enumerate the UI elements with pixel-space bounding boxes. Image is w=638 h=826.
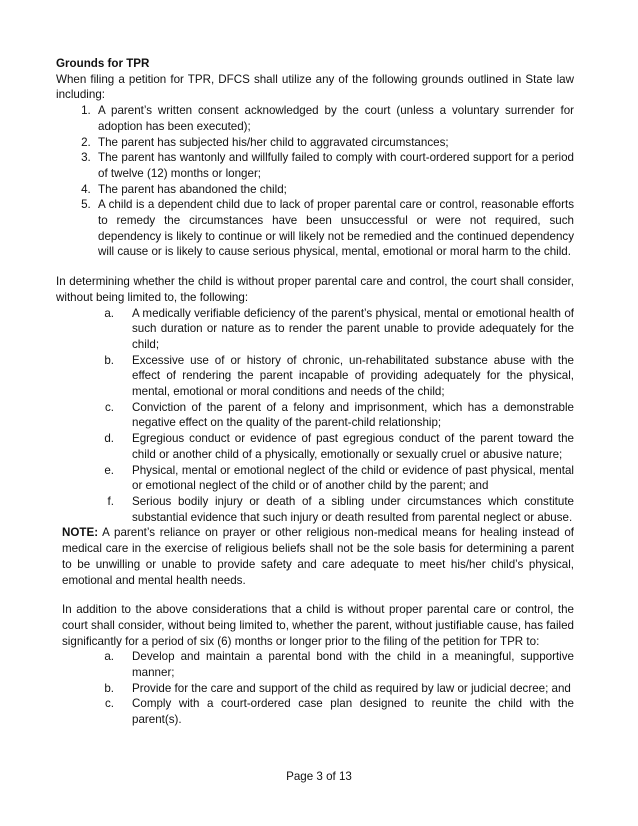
list-marker: b. xyxy=(104,681,114,695)
care-factor-item xyxy=(56,353,574,400)
additional-intro-paragraph: In addition to the above considerations that a child is without proper parental care or control, the court shall consider, without being limited to, whether the parent, without justifiable cause, has failed significantly for a period of six (6) months or longer prior to the filing of the petition for TPR to: xyxy=(62,603,574,648)
list-text: Physical, mental or emotional neglect of the child or evidence of past physical, mental or emotional neglect of the child or of another child by the parent; and xyxy=(132,463,574,493)
list-text: A medically verifiable deficiency of the parent’s physical, mental or emotional health of such duration or nature as to render the parent unable to provide adequately for the child; xyxy=(132,306,574,351)
intro-paragraph: When filing a petition for TPR, DFCS shall utilize any of the following grounds outlined in State law including: xyxy=(56,72,574,102)
list-marker: d. xyxy=(104,432,114,446)
ground-item: 4. The parent has abandoned the child; xyxy=(94,182,574,198)
list-marker: a. xyxy=(104,650,114,664)
additional-factors-list xyxy=(56,649,574,728)
list-text: Comply with a court-ordered case plan designed to reunite the child with the parent(s). xyxy=(132,697,574,727)
list-marker: b. xyxy=(104,353,114,367)
list-marker: f. xyxy=(107,494,114,508)
note-text: A parent’s reliance on prayer or other religious non-medical means for healing instead of medical care in the exercise of religious beliefs shall not be the sole basis for determining a parent to be unwilling or unable to provide safety and care adequate to meet his/her child’s physical, emotional and mental health needs. xyxy=(62,526,574,587)
care-factor-item xyxy=(56,400,574,431)
care-intro-paragraph: In determining whether the child is without proper parental care and control, the court shall consider, without being limited to, the following: xyxy=(56,275,574,304)
list-marker: e. xyxy=(104,463,114,477)
page-number: Page 3 of 13 xyxy=(286,770,352,783)
list-text: Egregious conduct or evidence of past egregious conduct of the parent toward the child or another child of a physically, emotionally or sexually cruel or abusive nature; xyxy=(132,432,574,461)
ground-item: 1. A parent’s written consent acknowledged by the court (unless a voluntary surrender for adoption has been executed); xyxy=(94,103,574,134)
additional-factor-item xyxy=(56,649,574,680)
document-page xyxy=(56,56,574,728)
care-factors-list xyxy=(56,306,574,526)
list-text: Provide for the care and support of the child as required by law or judicial decree; and xyxy=(132,681,571,695)
additional-factor-item xyxy=(56,696,574,727)
grounds-list xyxy=(56,103,574,260)
section-title: Grounds for TPR xyxy=(56,57,150,70)
list-text: Conviction of the parent of a felony and imprisonment, which has a demonstrable negative effect on the quality of the parent-child relationship; xyxy=(132,400,574,430)
note-label: NOTE: xyxy=(62,526,99,540)
ground-item: 3. The parent has wantonly and willfully failed to comply with court-ordered support for a period of twelve (12) months or longer; xyxy=(94,150,574,181)
list-marker: a. xyxy=(104,306,114,320)
care-factor-item xyxy=(56,463,574,494)
ground-item: 5. A child is a dependent child due to lack of proper parental care or control, reasonable efforts to remedy the circumstances have been unsuccessful or were not required, such dependency is likely to continue or will likely not be remedied and the continued dependency will cause or is likely to cause serious physical, mental, emotional or moral harm to the child. xyxy=(94,197,574,260)
additional-factor-item xyxy=(56,681,574,697)
care-factor-item xyxy=(56,494,574,525)
care-factor-item xyxy=(56,431,574,462)
note-paragraph xyxy=(62,525,574,588)
list-text: Develop and maintain a parental bond with the child in a meaningful, supportive manner; xyxy=(132,650,574,680)
list-text: Serious bodily injury or death of a sibling under circumstances which constitute substantial evidence that such injury or death resulted from parental neglect or abuse. xyxy=(132,494,574,524)
list-marker: c. xyxy=(104,400,114,414)
list-text: Excessive use of or history of chronic, un-rehabilitated substance abuse with the effect of rendering the parent incapable of providing adequately for the physical, mental, emotional or moral conditions and needs of the child; xyxy=(132,353,574,399)
list-marker: c. xyxy=(104,697,114,711)
ground-item: 2. The parent has subjected his/her child to aggravated circumstances; xyxy=(94,135,574,151)
care-factor-item xyxy=(56,306,574,353)
